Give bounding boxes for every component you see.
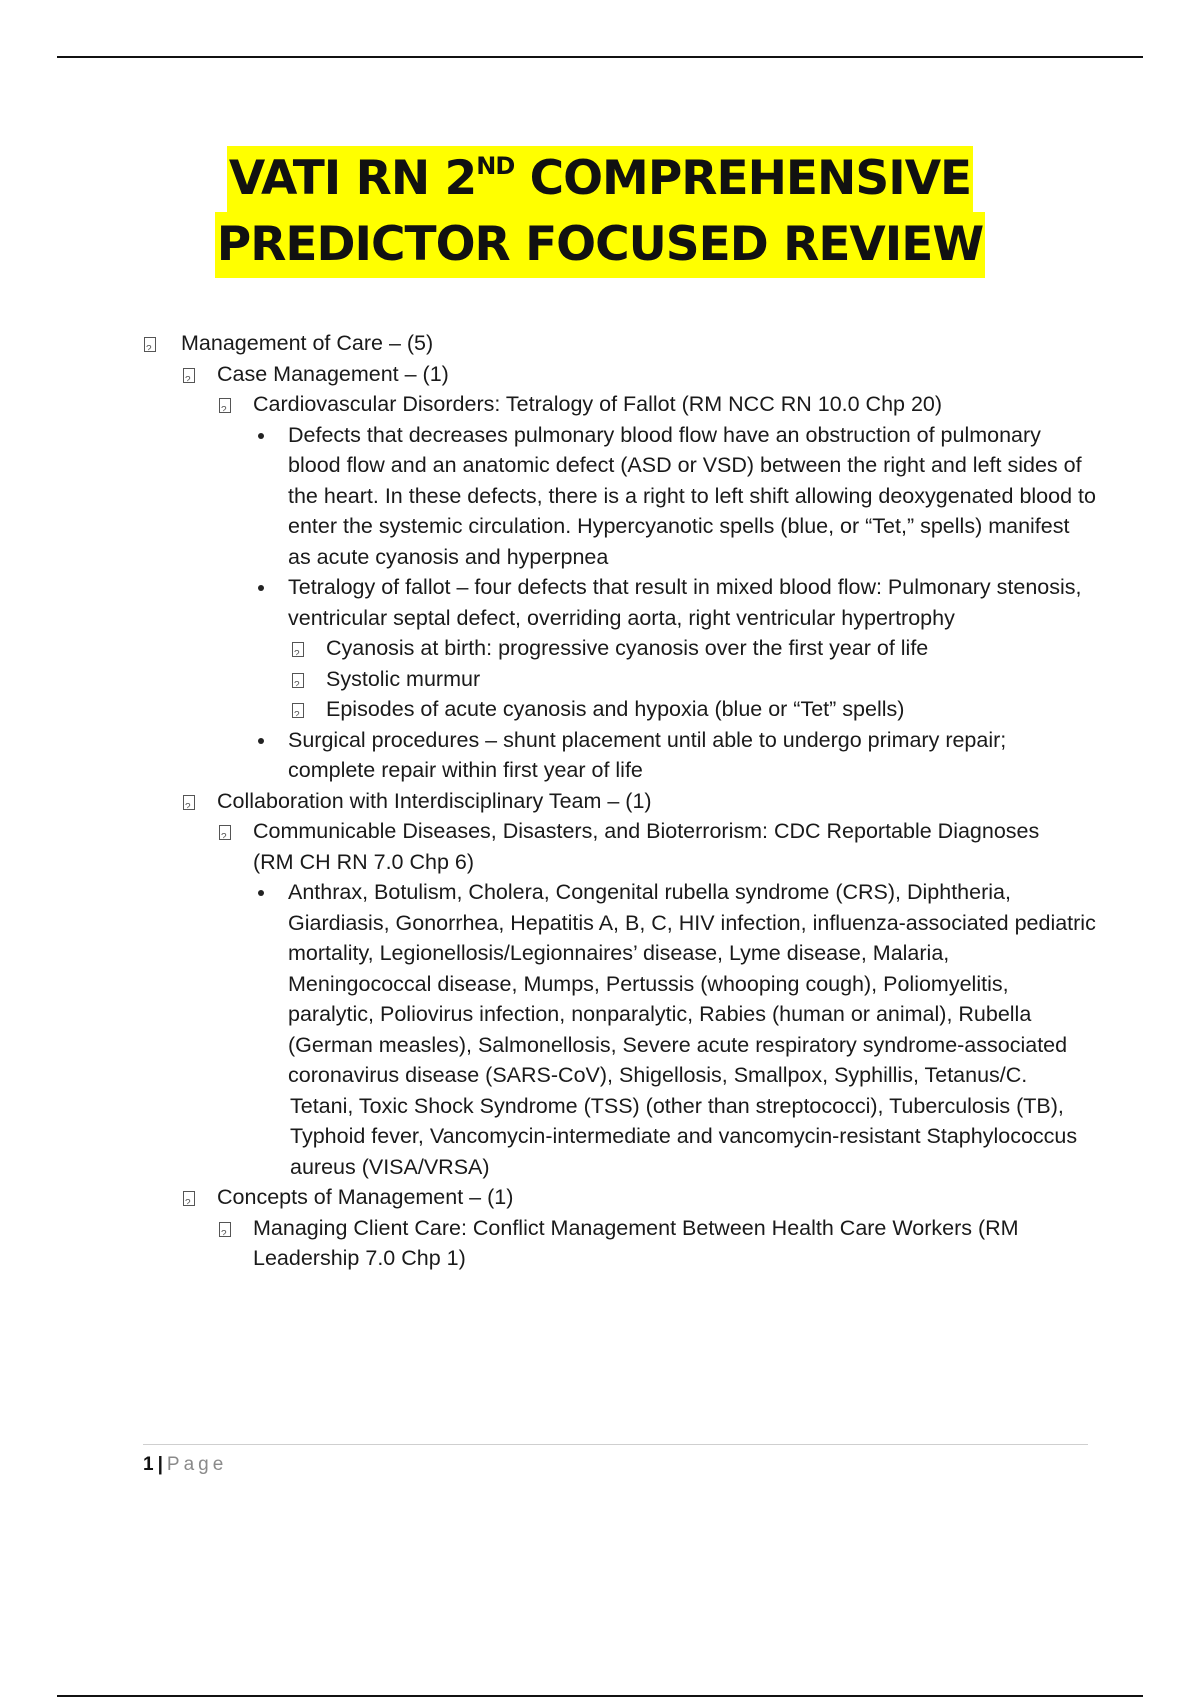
outline-item-concepts-of-management bbox=[217, 1182, 1097, 1213]
bullet-item bbox=[288, 420, 1098, 573]
outline-item-label: Collaboration with Interdisciplinary Team – (1) bbox=[217, 788, 652, 813]
sub-bullet-item bbox=[326, 664, 1086, 695]
document-title bbox=[0, 146, 1200, 278]
bullet-text: Tetralogy of fallot – four defects that result in mixed blood flow: Pulmonary stenosis, ventricular septal defect, overriding aorta, right ventricular hypertrophy bbox=[288, 575, 1082, 630]
outline-item-label: Cardiovascular Disorders: Tetralogy of Fallot (RM NCC RN 10.0 Chp 20) bbox=[253, 392, 943, 416]
title-line-1-text: VATI RN 2 bbox=[228, 151, 477, 206]
bullet-item bbox=[288, 725, 1098, 786]
footer-rule bbox=[143, 1444, 1088, 1445]
title-line-2: PREDICTOR FOCUSED REVIEW bbox=[215, 212, 985, 278]
bullet-dot-icon bbox=[258, 725, 264, 756]
outline-item-label: Management of Care – (5) bbox=[181, 331, 434, 355]
bullet-item bbox=[288, 877, 1098, 1091]
outline-item-conflict-management-topic bbox=[253, 1213, 1093, 1274]
header-rule bbox=[57, 56, 1143, 58]
checkbox-bullet-icon bbox=[219, 1213, 231, 1249]
outline-item-reference: Leadership 7.0 Chp 1) bbox=[253, 1246, 466, 1270]
page-number-label bbox=[143, 1453, 1088, 1477]
outline-item-management-of-care bbox=[181, 328, 1081, 359]
bottom-rule bbox=[57, 1695, 1143, 1697]
checkbox-bullet-icon bbox=[183, 359, 195, 395]
sub-bullet-text: Episodes of acute cyanosis and hypoxia (blue or “Tet” spells) bbox=[326, 697, 905, 721]
sub-bullet-item bbox=[326, 633, 1086, 664]
bullet-dot-icon bbox=[258, 877, 264, 908]
bullet-dot-icon bbox=[258, 572, 264, 603]
page-number: 1 bbox=[143, 1454, 154, 1475]
page-separator: | bbox=[157, 1454, 163, 1475]
bullet-text: Defects that decreases pulmonary blood flow have an obstruction of pulmonary blood flow and an anatomic defect (ASD or VSD) between the right and left sides of the heart. In these defects, there is a right to left shift allowing deoxygenated blood to enter the systemic circulation. Hypercyanotic spells (blue, or “Tet,” spells) manifest as acute cyanosis and hyperpnea bbox=[288, 422, 1096, 569]
sub-bullet-item bbox=[326, 694, 1086, 725]
title-line-1 bbox=[227, 146, 973, 212]
sub-bullet-text: Systolic murmur bbox=[326, 666, 481, 691]
bullet-text: Surgical procedures – shunt placement until able to undergo primary repair; complete repair within first year of life bbox=[288, 727, 1007, 782]
outline bbox=[0, 328, 1200, 1274]
bullet-dot-icon bbox=[258, 420, 264, 451]
bullet-text: Anthrax, Botulism, Cholera, Congenital rubella syndrome (CRS), Diphtheria, Giardiasis, Gonorrhea, Hepatitis A, B, C, HIV infection, influenza-associated pediatric mortality, Legionellosis/Legionnaires’ disease, Lyme disease, Malaria, Meningococcal disease, Mumps, Pertussis (whooping cough), Poliomyelitis, paralytic, Poliovirus infection, nonparalytic, Rabies (human or animal), Rubella (German measles), Salmonellosis, Severe acute respiratory syndrome-associated coronavirus disease (SARS-CoV), Shigellosis, Smallpox, Syphillis, Tetanus/C. bbox=[288, 880, 1096, 1087]
outline-item-label: Concepts of Management – (1) bbox=[217, 1185, 514, 1209]
bullet-item bbox=[288, 572, 1098, 633]
checkbox-bullet-icon bbox=[219, 389, 231, 425]
checkbox-bullet-icon bbox=[183, 1182, 195, 1218]
checkbox-bullet-icon bbox=[144, 328, 156, 364]
sub-bullet-text: Cyanosis at birth: progressive cyanosis over the first year of life bbox=[326, 636, 929, 660]
title-superscript: ND bbox=[476, 152, 515, 180]
checkbox-bullet-icon bbox=[219, 816, 231, 852]
outline-item-tetralogy-topic bbox=[253, 389, 1093, 420]
outline-item-label: Managing Client Care: Conflict Management Between Health Care Workers (RM bbox=[253, 1215, 1019, 1240]
outline-item-case-management bbox=[217, 359, 1097, 390]
outline-item-collaboration bbox=[217, 786, 1097, 817]
bullet-continuation: Tetani, Toxic Shock Syndrome (TSS) (other than streptococci), Tuberculosis (TB), Typhoid fever, Vancomycin-intermediate and vancomycin-resistant Staphylococcus aureus (VISA/VRSA) bbox=[290, 1093, 1078, 1179]
page-word: Page bbox=[166, 1454, 228, 1475]
outline-item-label: Communicable Diseases, Disasters, and Bioterrorism: CDC Reportable Diagnoses bbox=[253, 819, 1040, 843]
outline-item-label: Case Management – (1) bbox=[217, 361, 449, 386]
checkbox-bullet-icon bbox=[183, 786, 195, 822]
outline-item-communicable-diseases-topic bbox=[253, 816, 1093, 877]
outline-item-reference: (RM CH RN 7.0 Chp 6) bbox=[253, 849, 475, 874]
title-line-1-rest: COMPREHENSIVE bbox=[514, 151, 972, 206]
page-footer bbox=[143, 1444, 1088, 1477]
